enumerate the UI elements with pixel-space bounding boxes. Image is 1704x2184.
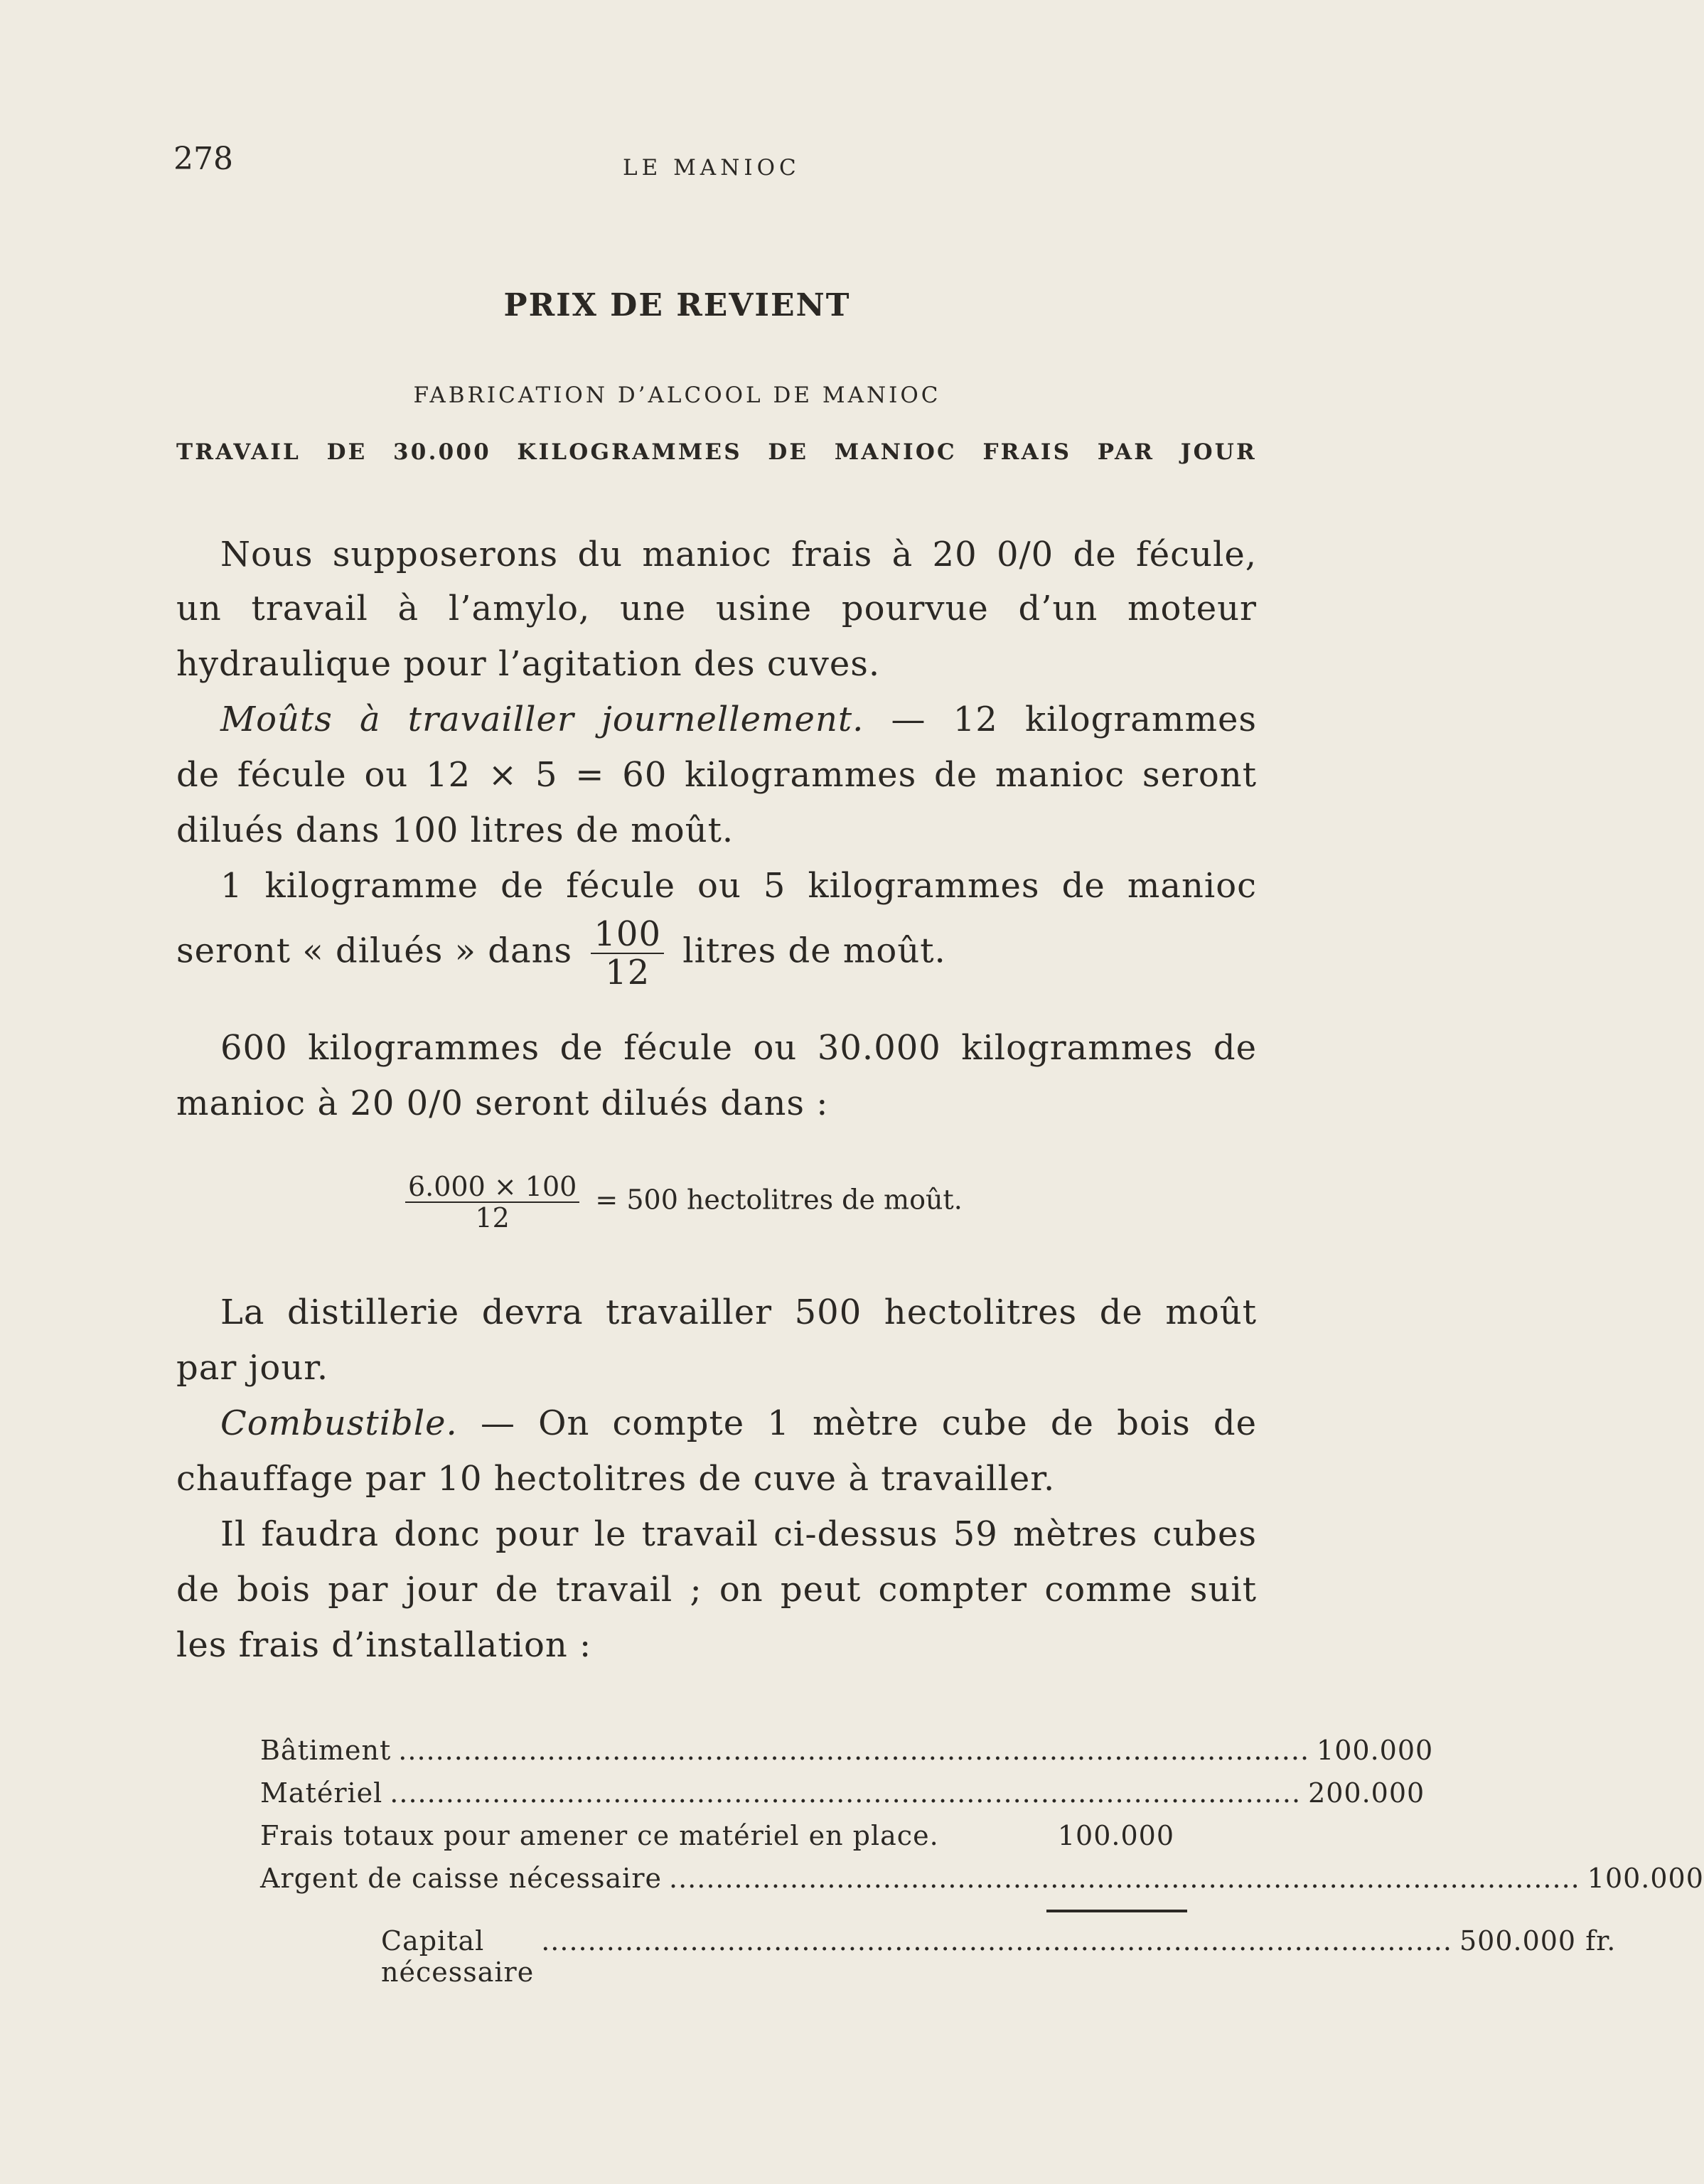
cost-value: 100.000 [1587,1863,1704,1894]
paragraph-line: Nous supposerons du manioc frais à 20 0/0 de fécule, [220,535,1257,574]
cost-value: 200.000 [1308,1777,1425,1809]
paragraph-line: de bois par jour de travail ; on peut compter comme suit [176,1570,1257,1610]
fraction-denominator: 12 [605,953,650,992]
sum-rule [1046,1910,1187,1912]
paragraph-line: un travail à l’amylo, une usine pourvue d’un moteur [176,589,1257,628]
paragraph-line [176,1403,1257,1443]
paragraph-line [176,700,1257,739]
cost-label: Bâtiment [260,1735,392,1766]
paragraph-line: Il faudra donc pour le travail ci-dessus 59 mètres cubes [220,1514,1257,1554]
paragraph-line: les frais d’installation : [176,1625,592,1665]
cost-row [260,1863,1704,1894]
paragraph-text: litres de moût. [682,931,946,971]
paragraph-line: chauffage par 10 hectolitres de cuve à travailler. [176,1459,1056,1499]
italic-heading: Combustible. [220,1403,458,1443]
total-row [381,1925,1617,1988]
paragraph-line: 600 kilogrammes de fécule ou 30.000 kilogrammes de [220,1028,1257,1068]
paragraph-line: de fécule ou 12 × 5 = 60 kilogrammes de manioc seront [176,755,1257,795]
italic-heading: Moûts à travailler journellement. [220,700,864,739]
cost-value: 100.000 [1317,1735,1434,1766]
dot-leader: .................................................................................................. [390,1777,1302,1809]
paragraph-line: La distillerie devra travailler 500 hectolitres de moût [220,1292,1257,1332]
dot-leader: .................................................................................................. [669,1863,1580,1894]
formula-fraction [405,1173,579,1231]
formula-numerator: 6.000 × 100 [405,1173,579,1203]
paragraph-line: dilués dans 100 litres de moût. [176,810,734,850]
section-subtitle: FABRICATION D’ALCOOL DE MANIOC [413,382,941,408]
cost-value: 100.000 [1057,1820,1174,1851]
paragraph-line: 1 kilogramme de fécule ou 5 kilogrammes de manioc [220,866,1257,906]
cost-label: Frais totaux pour amener ce matériel en place. [260,1820,939,1851]
cost-label: Argent de caisse nécessaire [260,1863,662,1894]
formula-denominator: 12 [475,1202,510,1233]
cost-row [260,1820,1174,1851]
paragraph-text: — On compte 1 mètre cube de bois de [457,1403,1257,1443]
paragraph-line: par jour. [176,1348,329,1388]
cost-row [260,1735,1434,1766]
paragraph-line: manioc à 20 0/0 seront dilués dans : [176,1083,829,1123]
section-title: PRIX DE REVIENT [503,287,851,323]
running-title: LE MANIOC [623,155,800,181]
cost-label: Matériel [260,1777,383,1809]
dot-leader: .................................................................................................. [541,1925,1452,1956]
page-number: 278 [173,141,233,177]
paragraph-line: hydraulique pour l’agitation des cuves. [176,644,881,684]
formula-result: = 500 hectolitres de moût. [595,1184,963,1216]
formula [398,1173,963,1231]
dot-leader: .................................................................................................. [398,1735,1310,1766]
fraction-numerator: 100 [591,917,664,954]
total-value: 500.000 fr. [1459,1925,1617,1956]
paragraph-line-with-fraction [176,914,1257,992]
paragraph-text: seront « dilués » dans [176,931,573,971]
total-label: Capital nécessaire [381,1925,535,1988]
paragraph-text: — 12 kilogrammes [864,700,1257,739]
fraction [591,914,664,992]
section-subtitle-detail: TRAVAIL DE 30.000 KILOGRAMMES DE MANIOC FRAIS PAR JOUR [176,439,1257,465]
cost-row [260,1777,1425,1809]
